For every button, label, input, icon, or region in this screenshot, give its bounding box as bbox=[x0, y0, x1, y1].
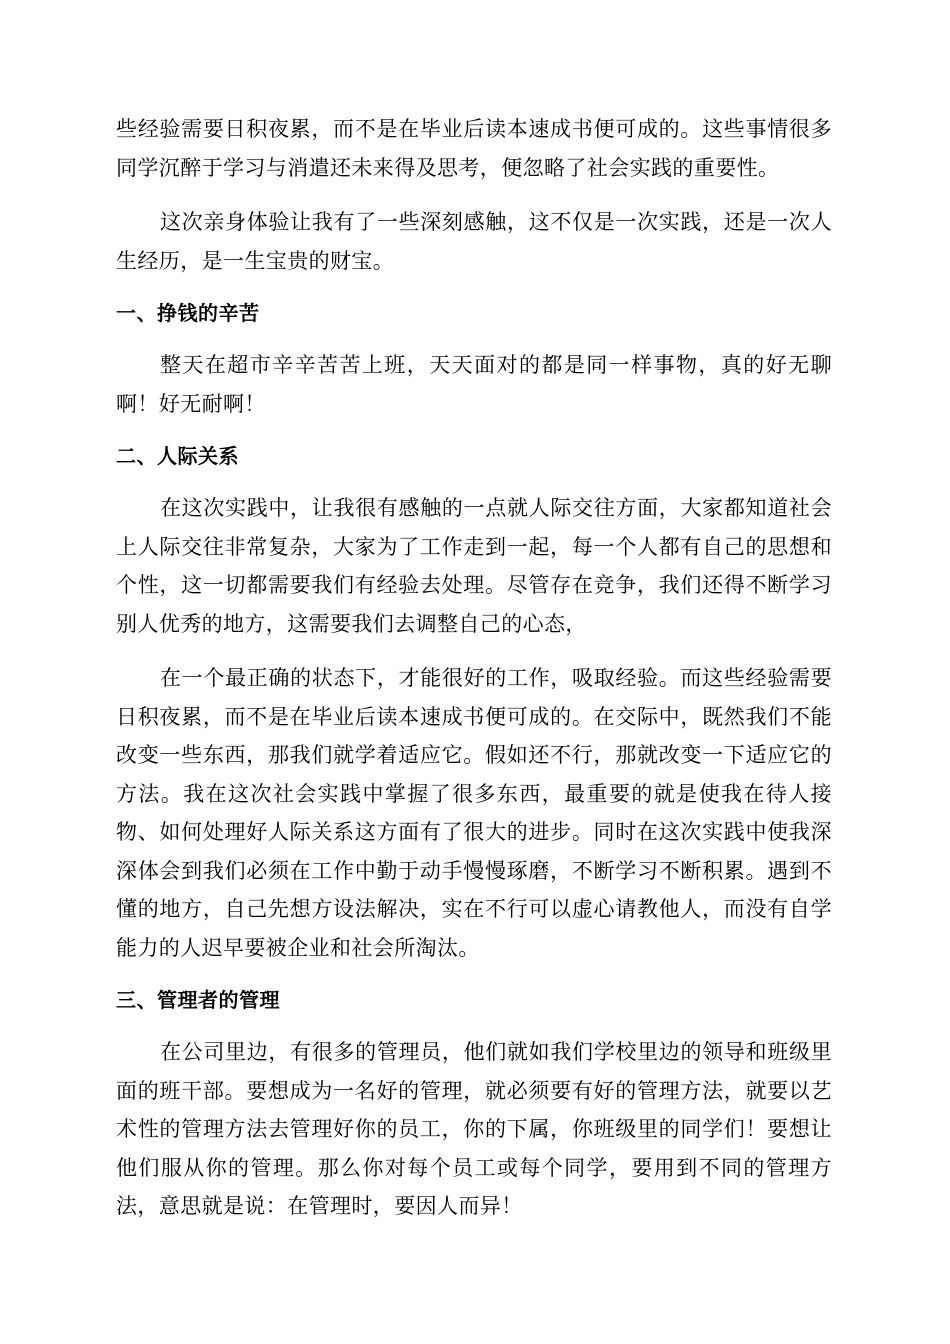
paragraph-relationships-2: 在一个最正确的状态下，才能很好的工作，吸取经验。而这些经验需要日积夜累，而不是在毕业后读本速成书便可成的。在交际中，既然我们不能改变一些东西，那我们就学着适应它。假如还不行，那就改变一下适应它的方法。我在这次社会实践中掌握了很多东西，最重要的就是使我在待人接物、如何处理好人际关系这方面有了很大的进步。同时在这次实践中使我深深体会到我们必须在工作中勤于动手慢慢琢磨，不断学习不断积累。遇到不懂的地方，自己先想方设法解决，实在不行可以虚心请教他人，而没有自学能力的人迟早要被企业和社会所淘汰。 bbox=[116, 666, 832, 960]
document-page bbox=[116, 110, 832, 1226]
section-heading-relationships: 二、人际关系 bbox=[116, 444, 239, 468]
section-heading-management: 三、管理者的管理 bbox=[116, 988, 280, 1012]
paragraph-relationships-1: 在这次实践中，让我很有感触的一点就人际交往方面，大家都知道社会上人际交往非常复杂，大家为了工作走到一起，每一个人都有自己的思想和个性，这一切都需要我们有经验去处理。尽管存在竞争，我们还得不断学习别人优秀的地方，这需要我们去调整自己的心态， bbox=[116, 496, 832, 636]
paragraph-experience: 这次亲身体验让我有了一些深刻感触，这不仅是一次实践，还是一次人生经历，是一生宝贵的财宝。 bbox=[116, 210, 832, 273]
paragraph-earning: 整天在超市辛辛苦苦上班，天天面对的都是同一样事物，真的好无聊啊！好无耐啊！ bbox=[116, 353, 832, 416]
paragraph-continuation: 些经验需要日积夜累，而不是在毕业后读本速成书便可成的。这些事情很多同学沉醉于学习与消遣还未来得及思考，便忽略了社会实践的重要性。 bbox=[116, 117, 832, 180]
paragraph-management: 在公司里边，有很多的管理员，他们就如我们学校里边的领导和班级里面的班干部。要想成为一名好的管理，就必须要有好的管理方法，就要以艺术性的管理方法去管理好你的员工，你的下属，你班级里的同学们！要想让他们服从你的管理。那么你对每个员工或每个同学，要用到不同的管理方法，意思就是说：在管理时，要因人而异！ bbox=[116, 1040, 832, 1218]
section-heading-earning: 一、挣钱的辛苦 bbox=[116, 301, 260, 325]
